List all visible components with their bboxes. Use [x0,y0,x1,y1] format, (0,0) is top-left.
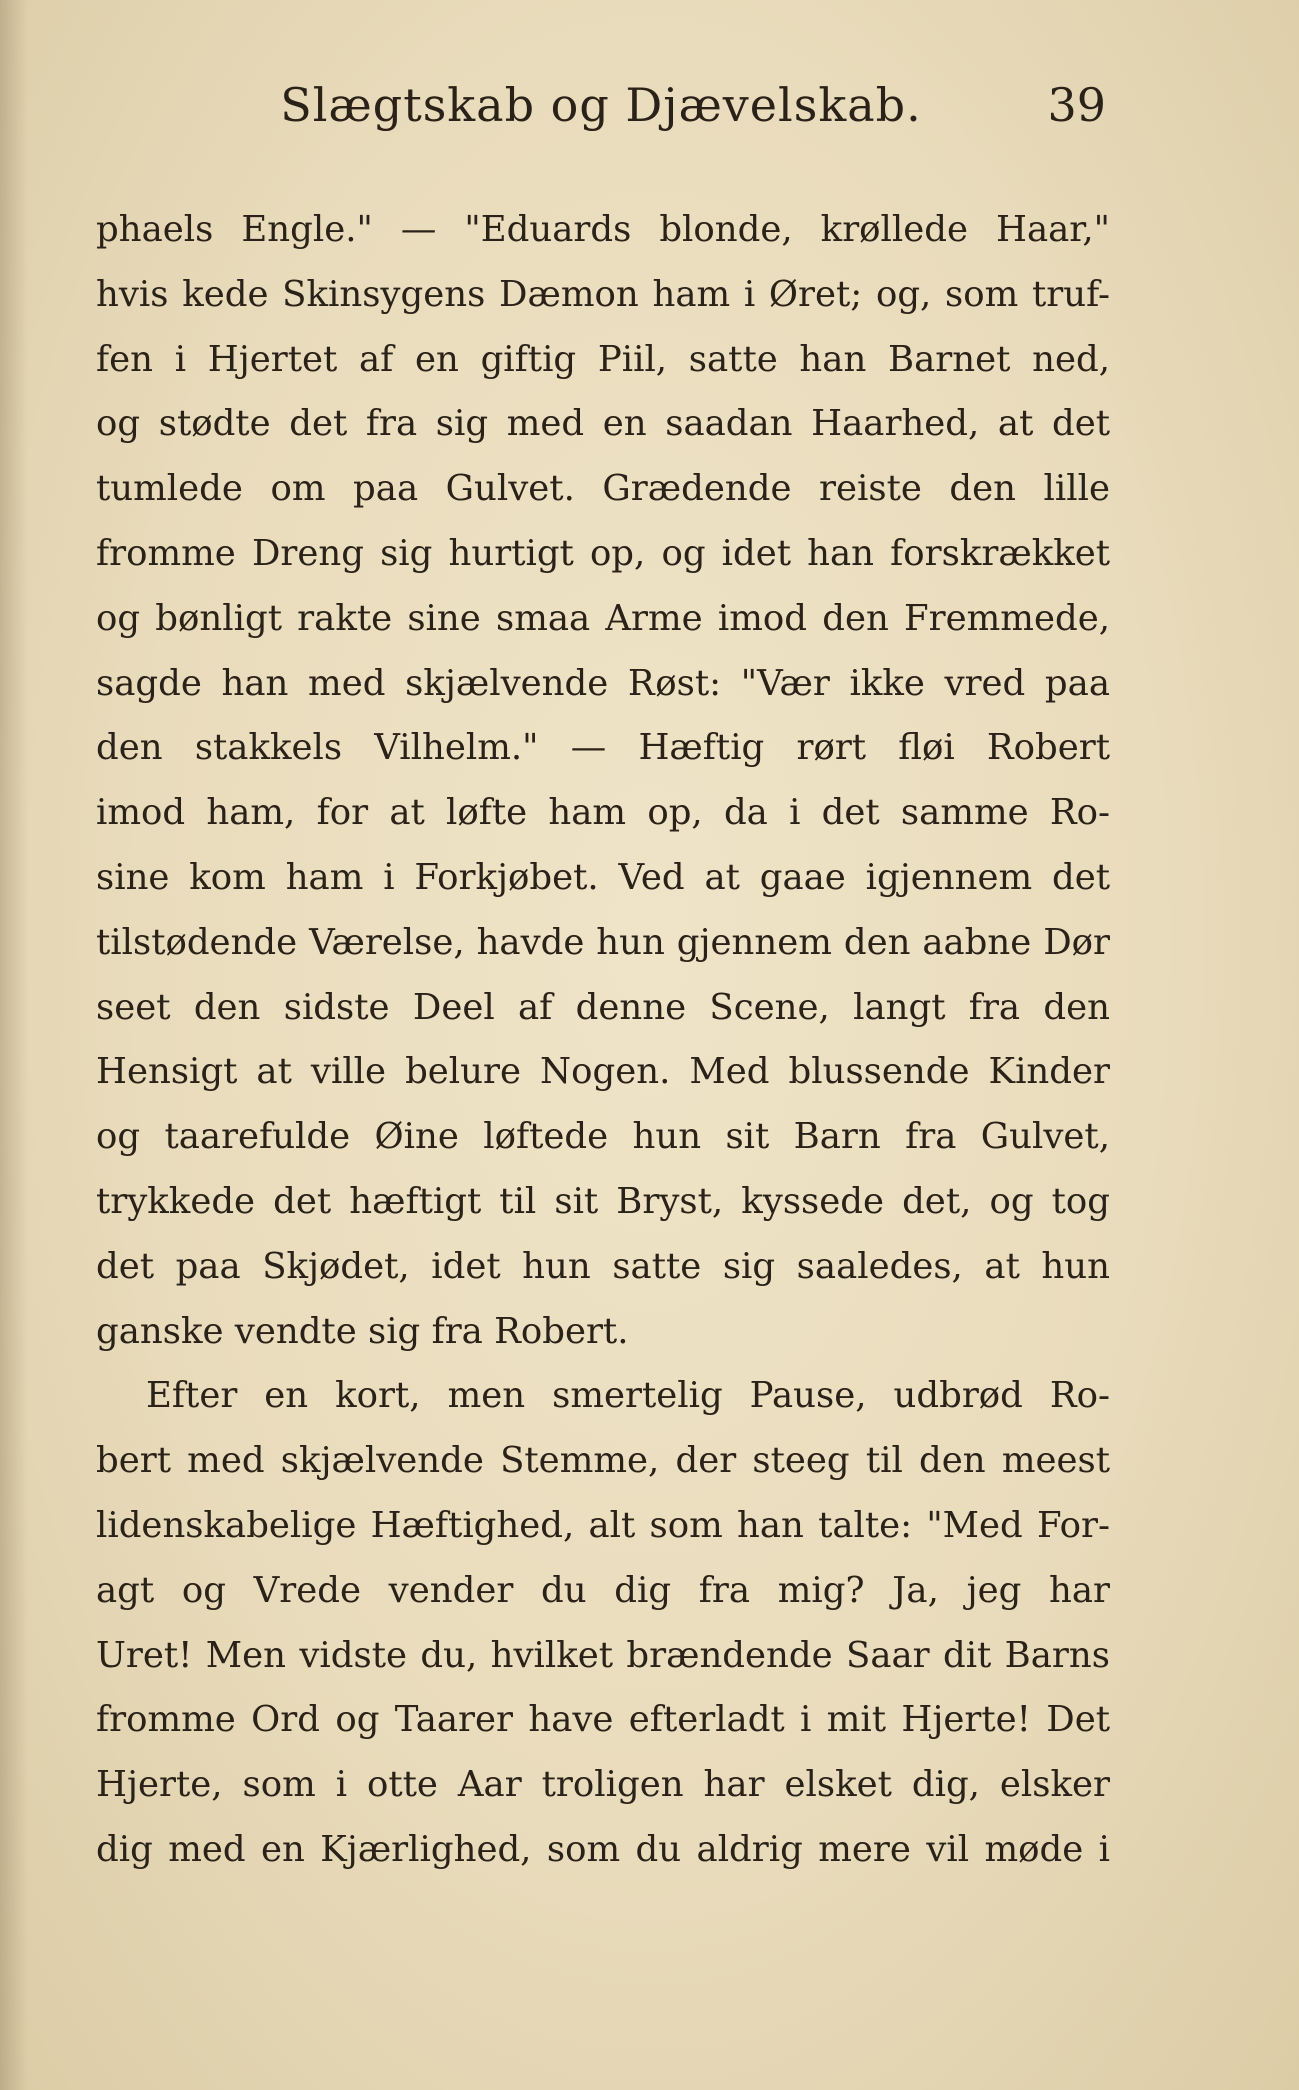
text-line: fen i Hjertet af en giftig Piil, satte han Barnet ned, [96,338,1110,380]
text-line: og bønligt rakte sine smaa Arme imod den Fremmede, [96,597,1110,639]
text-line: phaels Engle." — "Eduards blonde, krøllede Haar," [96,209,1110,250]
text-line: det paa Skjødet, idet hun satte sig saaledes, at hun [96,1245,1110,1287]
text-line: seet den sidste Deel af denne Scene, langt fra den [96,986,1110,1028]
spine-shadow [0,0,28,2090]
paragraph-first-line: Efter en kort, men smertelig Pause, udbrød Ro- [146,1375,1110,1417]
text-line: Uret! Men vidste du, hvilket brændende Saar dit Barns [96,1634,1110,1676]
text-line: fromme Dreng sig hurtigt op, og idet han forskrækket [96,532,1110,574]
text-line: tilstødende Værelse, havde hun gjennem den aabne Dør [96,921,1110,963]
text-line: hvis kede Skinsygens Dæmon ham i Øret; og, som truf- [96,273,1110,315]
text-line: agt og Vrede vender du dig fra mig? Ja, jeg har [96,1569,1110,1611]
text-line: trykkede det hæftigt til sit Bryst, kyssede det, og tog [96,1180,1110,1222]
text-line: sine kom ham i Forkjøbet. Ved at gaae igjennem det [96,856,1110,898]
text-line: den stakkels Vilhelm." — Hæftig rørt fløi Robert [96,727,1110,769]
text-line: lidenskabelige Hæftighed, alt som han talte: "Med For- [96,1504,1110,1546]
text-line: og taarefulde Øine løftede hun sit Barn fra Gulvet, [96,1116,1110,1158]
text-line: sagde han med skjælvende Røst: "Vær ikke vred paa [96,662,1110,704]
text-line: fromme Ord og Taarer have efterladt i mit Hjerte! Det [96,1699,1110,1741]
paragraph-end-line: ganske vendte sig fra Robert. [96,1310,629,1352]
body-text [96,198,1110,1883]
text-line: dig med en Kjærlighed, som du aldrig mere vil møde i [96,1828,1110,1870]
page-header [96,78,1106,148]
text-line: tumlede om paa Gulvet. Grædende reiste den lille [96,468,1110,510]
text-line: bert med skjælvende Stemme, der steeg til den meest [96,1440,1110,1482]
page-number: 39 [1047,78,1106,132]
running-title: Slægtskab og Djævelskab. [280,78,922,132]
text-line: Hensigt at ville belure Nogen. Med blussende Kinder [96,1051,1110,1093]
text-line: og stødte det fra sig med en saadan Haarhed, at det [96,403,1110,445]
text-line: imod ham, for at løfte ham op, da i det samme Ro- [96,792,1110,834]
text-line: Hjerte, som i otte Aar troligen har elsket dig, elsker [96,1764,1110,1806]
